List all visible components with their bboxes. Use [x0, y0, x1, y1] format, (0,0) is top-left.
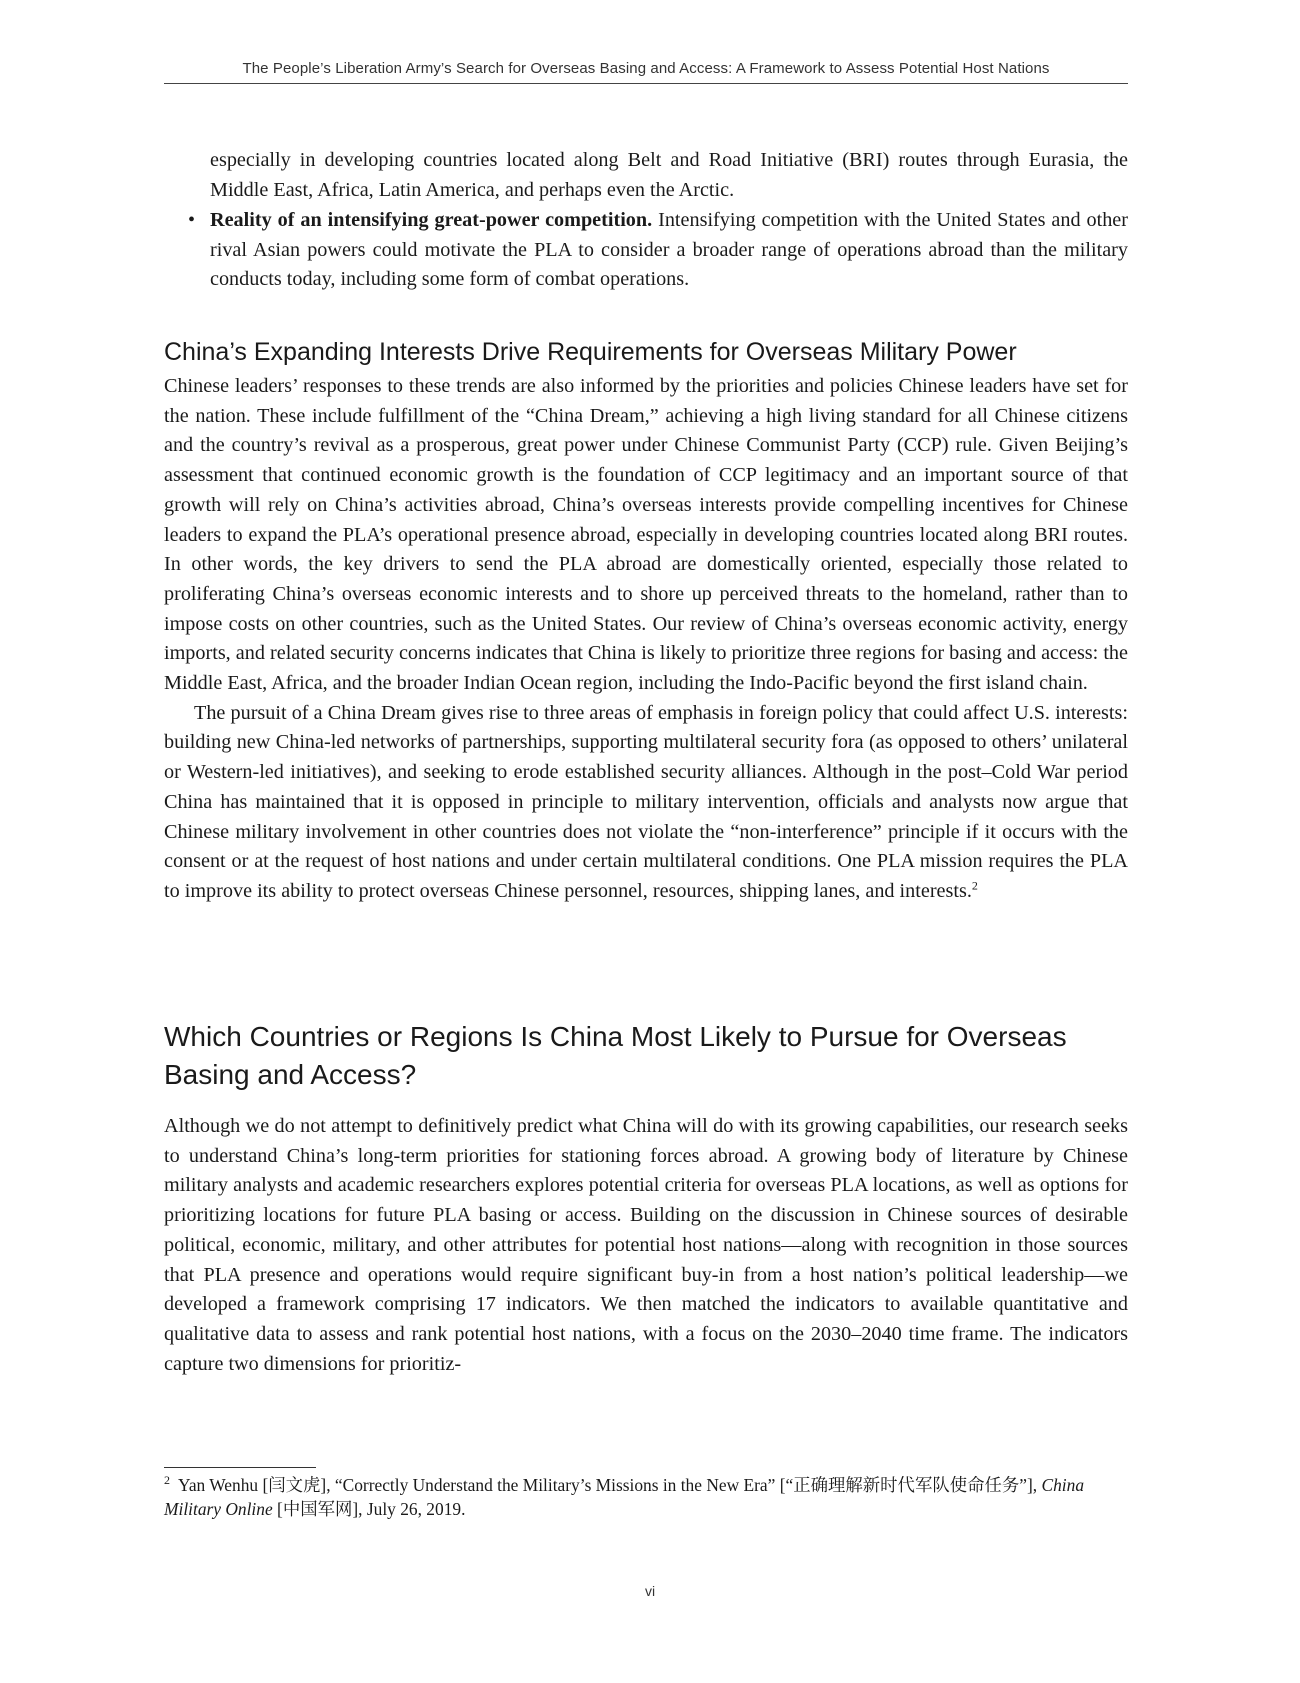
- footnote: [164, 1473, 1128, 1521]
- footnote-italic-source: China Military Online: [164, 1475, 1085, 1519]
- section2-para1: Although we do not attempt to definitively predict what China will do with its growing capabilities, our research seeks to understand China’s long-term priorities for stationing forces abroad. A growing body of literature by Chinese military analysts and academic researchers explores potential criteria for overseas PLA locations, as well as options for prioritizing locations for future PLA basing or access. Building on the discussion in Chinese sources of desirable political, economic, military, and other attributes for potential host nations—along with recognition in those sources that PLA presence and operations would require significant buy-in from a host nation’s political leadership—we developed a framework comprising 17 indicators. We then matched the indicators to available quantitative and qualitative data to assess and rank potential host nations, with a focus on the 2030–2040 time frame. The indicators capture two dimensions for prioritiz-: [164, 1115, 1128, 1375]
- section1-para2: [164, 699, 1128, 907]
- running-header-title: The People’s Liberation Army’s Search for Overseas Basing and Access: A Framework to Assess Potential Host Nations: [242, 60, 1050, 77]
- bullet-glyph: •: [188, 209, 196, 231]
- section2-heading: Which Countries or Regions Is China Most Likely to Pursue for Overseas Basing and Access?: [164, 1021, 1067, 1090]
- footnote-ref-2[interactable]: 2: [971, 878, 978, 893]
- bullet-text: Intensifying competition with the United States and other rival Asian powers could motivate the PLA to consider a broader range of operations abroad than the military conducts today, including some form of combat operations.: [210, 209, 1128, 291]
- section1-para2-text: The pursuit of a China Dream gives rise to three areas of emphasis in foreign policy that could affect U.S. interests: building new China-led networks of partnerships, supporting multilateral security fora (as opposed to others’ unilateral or Western-led initiatives), and seeking to erode established security alliances. Although in the post–Cold War period China has maintained that it is opposed in principle to military intervention, officials and analysts now argue that Chinese military involvement in other countries does not violate the “non-interference” principle if it occurs with the consent or at the request of host nations and under certain multilateral conditions. One PLA mission requires the PLA to improve its ability to protect overseas Chinese personnel, resources, shipping lanes, and interests.: [164, 701, 1128, 902]
- bullet-paragraph: [210, 206, 1128, 295]
- footnote-number: 2: [164, 1473, 170, 1488]
- page-number: vi: [644, 1583, 656, 1599]
- running-header: [164, 60, 1128, 84]
- bullet-lead: Reality of an intensifying great-power competition.: [210, 209, 653, 231]
- footnote-text-after: [中国军网], July 26, 2019.: [272, 1499, 466, 1519]
- intro-continuation-text: especially in developing countries located along Belt and Road Initiative (BRI) routes through Eurasia, the Middle East, Africa, Latin America, and perhaps even the Arctic.: [210, 149, 1128, 201]
- bullet-item: [188, 206, 1128, 295]
- footnote-text-before: Yan Wenhu [闫文虎], “Correctly Understand the Military’s Missions in the New Era” [“正确理解新时代军队使命任务”],: [178, 1475, 1042, 1495]
- intro-continuation: [210, 146, 1128, 205]
- footnote-rule: [164, 1467, 316, 1468]
- section1-heading: China’s Expanding Interests Drive Requirements for Overseas Military Power: [164, 338, 1017, 366]
- section1-body: [164, 372, 1128, 907]
- section2-body: [164, 1112, 1128, 1379]
- section1-para1: Chinese leaders’ responses to these trends are also informed by the priorities and policies Chinese leaders have set for the nation. These include fulfillment of the “China Dream,” achieving a high living standard for all Chinese citizens and the country’s revival as a prosperous, great power under Chinese Communist Party (CCP) rule. Given Beijing’s assessment that continued economic growth is the foundation of CCP legitimacy and an important source of that growth will rely on China’s activities abroad, China’s overseas interests provide compelling incentives for Chinese leaders to expand the PLA’s operational presence abroad, especially in developing countries located along BRI routes. In other words, the key drivers to send the PLA abroad are domestically oriented, especially those related to proliferating China’s overseas economic interests and to shore up perceived threats to the homeland, rather than to impose costs on other countries, such as the United States. Our review of China’s overseas economic activity, energy imports, and related security concerns indicates that China is likely to prioritize three regions for basing and access: the Middle East, Africa, and the broader Indian Ocean region, including the Indo-Pacific beyond the first island chain.: [164, 375, 1128, 695]
